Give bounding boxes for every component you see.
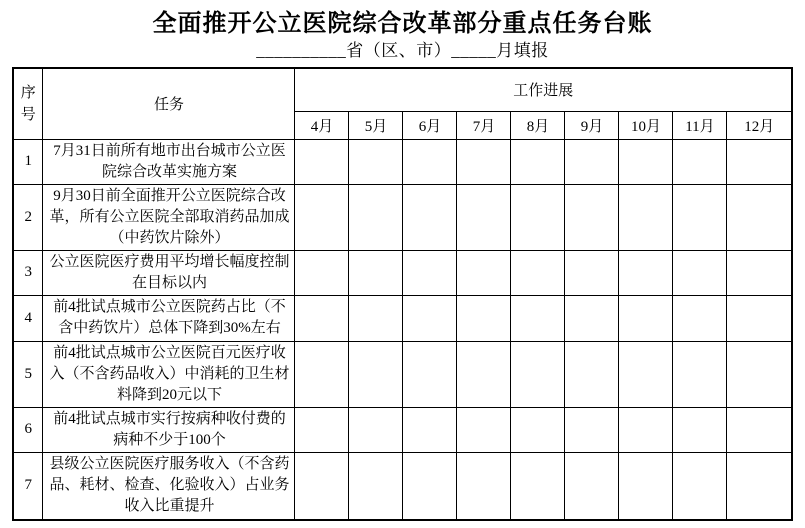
progress-cell [349, 250, 403, 295]
task-cell: 7月31日前所有地市出台城市公立医院综合改革实施方案 [43, 139, 295, 184]
progress-cell [403, 184, 457, 250]
progress-cell [619, 250, 673, 295]
month-header-apr: 4月 [295, 111, 349, 139]
month-header-oct: 10月 [619, 111, 673, 139]
task-cell: 前4批试点城市公立医院百元医疗收入（不含药品收入）中消耗的卫生材料降到20元以下 [43, 341, 295, 407]
progress-cell [511, 452, 565, 520]
progress-cell [349, 452, 403, 520]
task-cell: 前4批试点城市实行按病种收付费的病种不少于100个 [43, 407, 295, 452]
progress-cell [511, 184, 565, 250]
row-number-cell: 3 [13, 250, 43, 295]
progress-cell [457, 184, 511, 250]
progress-cell [619, 452, 673, 520]
progress-cell [619, 341, 673, 407]
table-row [13, 295, 792, 341]
progress-cell [673, 250, 727, 295]
column-header-no: 序号 [13, 68, 43, 139]
progress-cell [673, 341, 727, 407]
progress-cell [295, 341, 349, 407]
progress-cell [349, 341, 403, 407]
progress-cell [673, 295, 727, 341]
task-cell: 9月30日前全面推开公立医院综合改革，所有公立医院全部取消药品加成（中药饮片除外） [43, 184, 295, 250]
progress-cell [295, 250, 349, 295]
progress-cell [349, 139, 403, 184]
progress-cell [619, 139, 673, 184]
page-title: 全面推开公立医院综合改革部分重点任务台账 [152, 11, 653, 37]
task-cell: 县级公立医院医疗服务收入（不含药品、耗材、检查、化验收入）占业务收入比重提升 [43, 452, 295, 520]
table-row [13, 250, 792, 295]
progress-cell [565, 452, 619, 520]
progress-cell [403, 452, 457, 520]
progress-cell [727, 295, 792, 341]
progress-cell [295, 407, 349, 452]
progress-cell [457, 341, 511, 407]
row-number-cell: 5 [13, 341, 43, 407]
month-header-sep: 9月 [565, 111, 619, 139]
month-header-may: 5月 [349, 111, 403, 139]
progress-cell [673, 452, 727, 520]
progress-cell [403, 250, 457, 295]
task-ledger-table [12, 67, 793, 521]
task-cell: 前4批试点城市公立医院药占比（不含中药饮片）总体下降到30%左右 [43, 295, 295, 341]
column-header-progress: 工作进展 [295, 68, 792, 111]
row-number-cell: 6 [13, 407, 43, 452]
table-row [13, 139, 792, 184]
subtitle-fill-in-line: __________省（区、市）_____月填报 [256, 41, 549, 60]
month-header-jun: 6月 [403, 111, 457, 139]
progress-cell [349, 295, 403, 341]
progress-cell [727, 341, 792, 407]
progress-cell [403, 407, 457, 452]
progress-cell [511, 139, 565, 184]
progress-cell [349, 184, 403, 250]
progress-cell [565, 407, 619, 452]
progress-cell [511, 341, 565, 407]
progress-cell [727, 407, 792, 452]
progress-cell [457, 295, 511, 341]
row-number-cell: 2 [13, 184, 43, 250]
month-header-aug: 8月 [511, 111, 565, 139]
progress-cell [403, 341, 457, 407]
progress-cell [403, 139, 457, 184]
task-cell: 公立医院医疗费用平均增长幅度控制在目标以内 [43, 250, 295, 295]
progress-cell [565, 184, 619, 250]
progress-cell [295, 295, 349, 341]
progress-cell [295, 139, 349, 184]
progress-cell [673, 407, 727, 452]
progress-cell [619, 184, 673, 250]
progress-cell [403, 295, 457, 341]
table-row [13, 407, 792, 452]
progress-cell [727, 452, 792, 520]
progress-cell [511, 407, 565, 452]
progress-cell [727, 250, 792, 295]
progress-cell [565, 295, 619, 341]
row-number-cell: 1 [13, 139, 43, 184]
column-header-task: 任务 [43, 68, 295, 139]
header-row-top [13, 68, 792, 111]
progress-cell [619, 407, 673, 452]
month-header-jul: 7月 [457, 111, 511, 139]
progress-cell [295, 184, 349, 250]
progress-cell [619, 295, 673, 341]
progress-cell [673, 184, 727, 250]
progress-cell [565, 250, 619, 295]
row-number-cell: 4 [13, 295, 43, 341]
table-row [13, 341, 792, 407]
month-header-dec: 12月 [727, 111, 792, 139]
progress-cell [511, 250, 565, 295]
progress-cell [565, 341, 619, 407]
month-header-nov: 11月 [673, 111, 727, 139]
progress-cell [457, 407, 511, 452]
table-row [13, 452, 792, 520]
progress-cell [295, 452, 349, 520]
progress-cell [727, 139, 792, 184]
progress-cell [457, 250, 511, 295]
row-number-cell: 7 [13, 452, 43, 520]
progress-cell [457, 139, 511, 184]
progress-cell [349, 407, 403, 452]
progress-cell [727, 184, 792, 250]
progress-cell [565, 139, 619, 184]
progress-cell [457, 452, 511, 520]
progress-cell [673, 139, 727, 184]
progress-cell [511, 295, 565, 341]
table-row [13, 184, 792, 250]
